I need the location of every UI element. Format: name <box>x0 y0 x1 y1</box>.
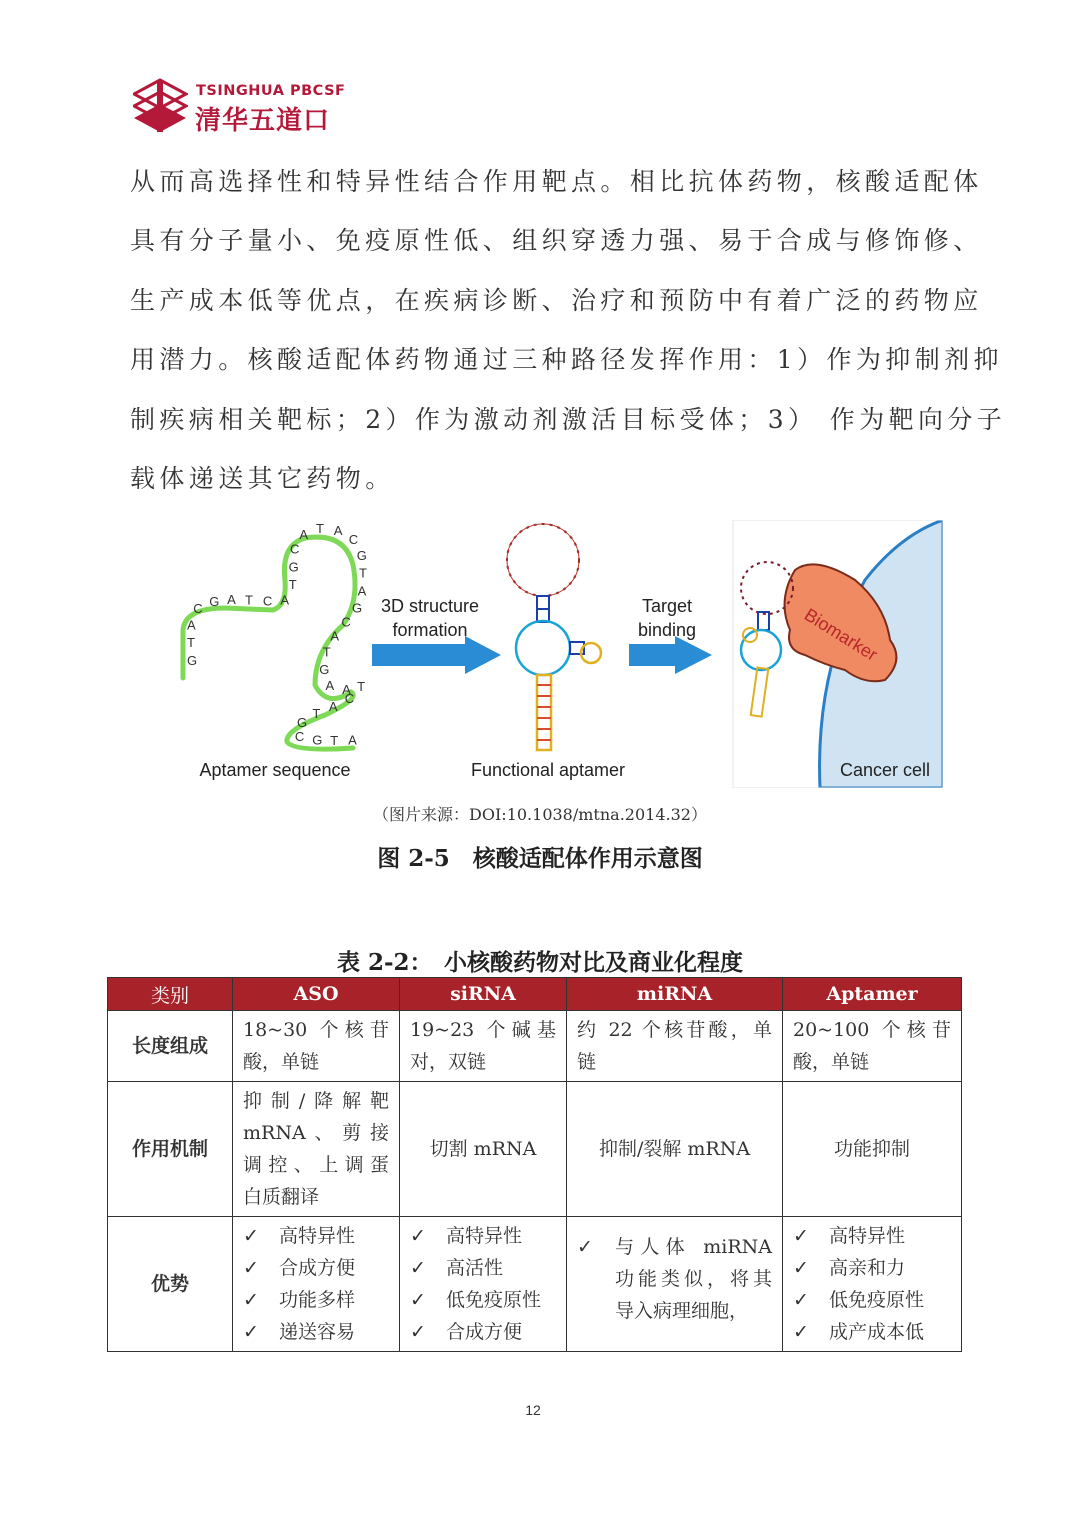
sequence-letter: C <box>289 541 300 557</box>
checklist-item: ✓ 高特异性 <box>793 1220 951 1252</box>
checklist-item: ✓ 低免疫原性 <box>410 1284 556 1316</box>
biomarker-label: Biomarker <box>800 604 882 665</box>
sequence-letter: A <box>280 592 290 608</box>
header-aso: ASO <box>233 978 400 1011</box>
sequence-letter: A <box>348 732 357 748</box>
checkmark-icon: ✓ <box>410 1257 426 1279</box>
aptamer-strand <box>183 537 355 749</box>
arrow1-label-line2: formation <box>392 620 468 640</box>
checklist-item: ✓ 合成方便 <box>243 1252 389 1284</box>
sequence-letter: T <box>316 521 324 537</box>
paragraph-line: 具有分子量小、免疫原性低、组织穿透力强、易于合成与修饰修、 <box>130 226 983 256</box>
checklist-item: ✓ 高特异性 <box>243 1220 389 1252</box>
cell-mirna-advantages: ✓ 与人体 miRNA 功能类似，将其 导入病理细胞， <box>567 1217 783 1352</box>
checkmark-icon: ✓ <box>243 1289 259 1311</box>
sequence-letter: T <box>358 565 367 581</box>
sequence-letter: A <box>330 628 340 644</box>
table-title: 表 2-2： 小核酸药物对比及商业化程度 <box>336 949 744 976</box>
sequence-letter: T <box>357 678 366 694</box>
sequence-letter: G <box>288 559 299 575</box>
cell-aso-advantages <box>233 1217 400 1352</box>
arrow2-label-line2: binding <box>637 620 697 640</box>
cell-aptamer-mechanism: 功能抑制 <box>783 1082 962 1217</box>
page-number: 12 <box>525 1402 541 1418</box>
cell-sirna-mechanism: 切割 mRNA <box>400 1082 567 1217</box>
arrow-right-icon <box>372 636 501 674</box>
table-row <box>108 1011 962 1082</box>
arrow1-label-line1: 3D structure <box>380 596 480 616</box>
checkmark-icon: ✓ <box>410 1225 426 1247</box>
sequence-letter: T <box>312 705 321 721</box>
paragraph-line: 用潜力。核酸适配体药物通过三种路径发挥作用：1）作为抑制剂抑 <box>130 345 1003 375</box>
sequence-letter: A <box>325 677 335 693</box>
checkmark-icon: ✓ <box>793 1321 809 1343</box>
checklist-item: ✓ 合成方便 <box>410 1316 556 1348</box>
checklist-item: ✓ 高活性 <box>410 1252 556 1284</box>
checkmark-icon: ✓ <box>793 1289 809 1311</box>
body-paragraph <box>130 160 1007 516</box>
header-logo <box>133 78 373 134</box>
sequence-letter: A <box>187 617 196 633</box>
checkmark-icon: ✓ <box>410 1289 426 1311</box>
cell-aso-mechanism: 抑制/降解靶 mRNA、剪接 调控、上调蛋 白质翻译 <box>233 1082 400 1217</box>
sequence-letter: C <box>193 601 203 617</box>
checklist-item: ✓ 递送容易 <box>243 1316 389 1348</box>
cell-sirna-advantages <box>400 1217 567 1352</box>
tsinghua-logo-icon <box>133 78 188 134</box>
table-row <box>108 1082 962 1217</box>
header-sirna: siRNA <box>400 978 567 1011</box>
cell-aso-length: 18~30 个核苷 酸，单链 <box>233 1011 400 1082</box>
checkmark-icon: ✓ <box>243 1321 259 1343</box>
sequence-letter: T <box>187 635 195 651</box>
sequence-letter: A <box>227 592 236 608</box>
checkmark-icon: ✓ <box>793 1225 809 1247</box>
aptamer-figure <box>165 520 943 788</box>
arrow-right-icon <box>629 636 712 674</box>
sequence-letter: G <box>187 653 198 669</box>
functional-aptamer <box>507 524 601 750</box>
checklist-item: ✓ 低免疫原性 <box>793 1284 951 1316</box>
paragraph-line: 载体递送其它药物。 <box>130 463 395 493</box>
cell-mirna-length: 约 22 个核苷酸，单 链 <box>567 1011 783 1082</box>
sequence-letter: G <box>297 715 308 731</box>
cell-aptamer-advantages <box>783 1217 962 1352</box>
sequence-letter: C <box>344 690 355 706</box>
sequence-letter: C <box>341 614 351 630</box>
sequence-letter: G <box>352 600 363 616</box>
comparison-table <box>107 977 962 1352</box>
sequence-letter: C <box>262 593 273 609</box>
sequence-letter: A <box>299 526 309 542</box>
logo-chinese: 清华五道口 <box>195 106 331 136</box>
sequence-letter: T <box>330 733 339 749</box>
sequence-letter: A <box>342 681 351 697</box>
label-aptamer-sequence: Aptamer sequence <box>199 760 351 780</box>
checklist-item: ✓ 高亲和力 <box>793 1252 951 1284</box>
table-header-row <box>108 978 962 1011</box>
sequence-letter: G <box>319 662 330 678</box>
header-category: 类别 <box>108 978 233 1011</box>
sequence-letter: T <box>288 577 297 593</box>
sequence-letter: G <box>209 593 220 609</box>
sequence-letter: A <box>333 522 343 538</box>
sequence-letter: A <box>328 699 338 715</box>
row-label-advantages: 优势 <box>108 1217 233 1352</box>
sequence-letter: G <box>356 547 367 563</box>
checklist-item: ✓ 功能多样 <box>243 1284 389 1316</box>
checkmark-icon: ✓ <box>243 1225 259 1247</box>
sequence-letter: A <box>357 583 367 599</box>
label-functional-aptamer: Functional aptamer <box>470 760 626 780</box>
sequence-letters <box>187 521 367 748</box>
cell-sirna-length: 19~23 个碱基 对，双链 <box>400 1011 567 1082</box>
logo-english: TSINGHUA PBCSF <box>196 83 346 99</box>
sequence-letter: T <box>244 592 253 608</box>
sequence-letter: C <box>294 728 305 744</box>
header-aptamer: Aptamer <box>783 978 962 1011</box>
cell-aptamer-length: 20~100 个核苷 酸，单链 <box>783 1011 962 1082</box>
checkmark-icon: ✓ <box>793 1257 809 1279</box>
paragraph-line: 从而高选择性和特异性结合作用靶点。相比抗体药物，核酸适配体 <box>130 167 983 196</box>
checkmark-icon: ✓ <box>410 1321 426 1343</box>
sequence-letter: T <box>322 644 331 660</box>
checkmark-icon: ✓ <box>243 1257 259 1279</box>
row-label-length: 长度组成 <box>108 1011 233 1082</box>
figure-source: （图片来源：DOI:10.1038/mtna.2014.32） <box>373 805 707 824</box>
sequence-letter: G <box>312 732 323 748</box>
paragraph-line: 制疾病相关靶标；2）作为激动剂激活目标受体；3） 作为靶向分子 <box>130 404 1007 434</box>
checklist-item: ✓ 高特异性 <box>410 1220 556 1252</box>
header-mirna: miRNA <box>567 978 783 1011</box>
row-label-mechanism: 作用机制 <box>108 1082 233 1217</box>
checkmark-icon: ✓ <box>577 1236 593 1258</box>
figure-caption: 图 2-5 核酸适配体作用示意图 <box>377 845 703 872</box>
paragraph-line: 生产成本低等优点，在疾病诊断、治疗和预防中有着广泛的药物应 <box>130 285 983 315</box>
checklist-item: ✓ 成产成本低 <box>793 1316 951 1348</box>
label-cancer-cell: Cancer cell <box>839 760 931 780</box>
sequence-letter: C <box>348 532 359 548</box>
table-row <box>108 1217 962 1352</box>
arrow2-label-line1: Target <box>641 596 693 616</box>
cell-mirna-mechanism: 抑制/裂解 mRNA <box>567 1082 783 1217</box>
